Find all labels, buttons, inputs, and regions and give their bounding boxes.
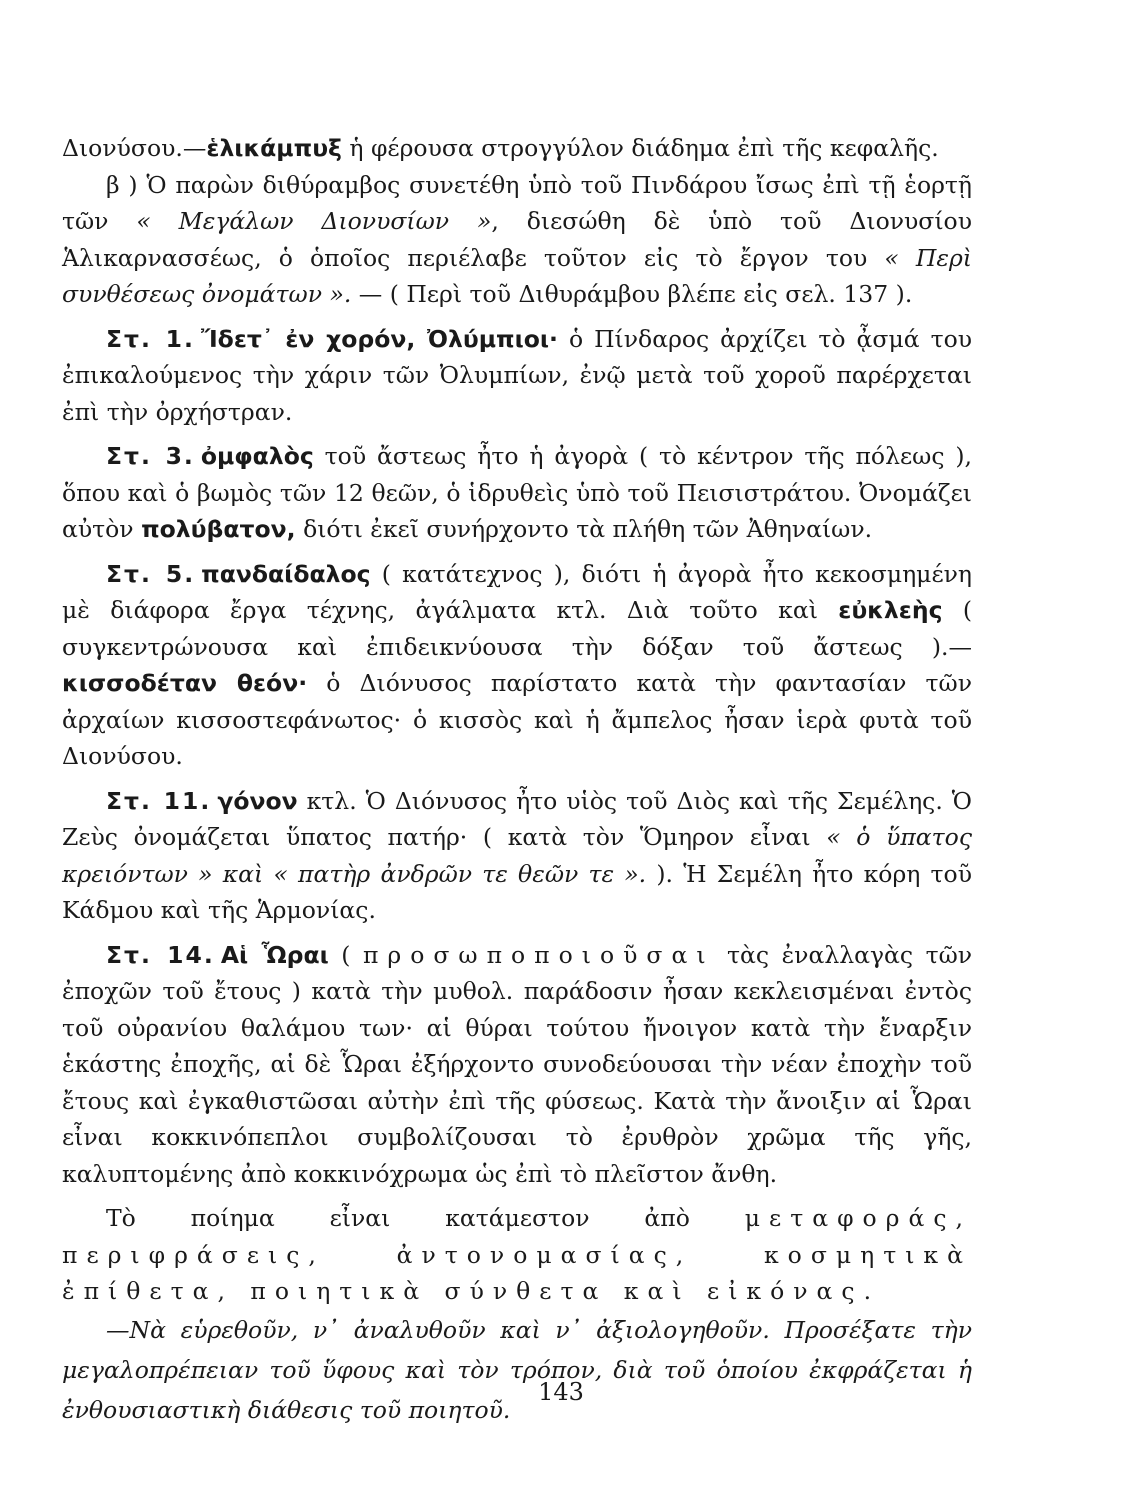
verse-ref: Στ. 3. <box>106 442 195 470</box>
paragraph-dithyramb-origin: β ) Ὁ παρὼν διθύραμβος συνετέθη ὑπὸ τοῦ Πινδάρου ἴσως ἐπὶ τῇ ἑορτῇ τῶν « Μεγάλων Διονυσίων », διεσώθη δὲ ὑπὸ τοῦ Διονυσίου Ἁλικαρνασσέως, ὁ ὁποῖος περιέλαβε τοῦτον εἰς τὸ ἔργον του « Περὶ συνθέσεως ὀνομάτων ». — ( Περὶ τοῦ Διθυράμβου βλέπε εἰς σελ. 137 ). <box>62 170 973 308</box>
note-verse-11: Στ. 11. γόνον κτλ. Ὁ Διόνυσος ἦτο υἱὸς τοῦ Διὸς καὶ τῆς Σεμέλης. Ὁ Ζεὺς ὀνομάζεται ὕπατος πατήρ· ( κατὰ τὸν Ὅμηρον εἶναι « ὁ ὕπατος κρειόντων » καὶ « πατὴρ ἀνδρῶν τε θεῶν τε ». ). Ἡ Σεμέλη ἦτο κόρη τοῦ Κάδμου καὶ τῆς Ἁρμονίας. <box>62 786 972 924</box>
term: ὀμφαλὸς <box>200 442 314 470</box>
commentary-text <box>62 130 972 1430</box>
note-verse-1: Στ. 1. Ἴδετ᾽ ἐν χορόν, Ὀλύμπιοι· ὁ Πίνδαρος ἀρχίζει τὸ ᾆσμά του ἐπικαλούμενος τὴν χάριν τῶν Ὀλυμπίων, ἐνῷ μετὰ τοῦ χοροῦ παρέρχεται ἐπὶ τὴν ὀρχήστραν. <box>62 324 973 426</box>
term: γόνον <box>217 786 298 815</box>
paragraph-dionysus-epithet: Διονύσου.—ἑλικάμπυξ ἡ φέρουσα στρογγύλον διάδημα ἐπὶ τῆς κεφαλῆς. <box>62 134 939 162</box>
term: Ἴδετ᾽ ἐν χορόν, Ὀλύμπιοι· <box>200 324 558 353</box>
verse-ref: Στ. 1. <box>106 324 195 353</box>
term: εὐκλεὴς <box>838 596 943 624</box>
term: πανδαίδαλος <box>201 559 371 588</box>
term: κισσοδέταν θεόν· <box>62 669 308 697</box>
note-verse-14: Στ. 14. Αἱ Ὧραι ( προσωποποιοῦσαι τὰς ἐναλλαγὰς τῶν ἐποχῶν τοῦ ἔτους ) κατὰ τὴν μυθολ. παράδοσιν ἦσαν κεκλεισμέναι ἐντὸς τοῦ οὐρανίου θαλάμου των· αἱ θύραι τούτου ἤνοιγον κατὰ τὴν ἔναρξιν ἑκάστης ἐποχῆς, αἱ δὲ Ὧραι ἐξήρχοντο συνοδεύουσαι τὴν νέαν ἐποχὴν τοῦ ἔτους καὶ ἐγκαθιστῶσαι αὐτὴν ἐπὶ τῆς φύσεως. Κατὰ τὴν ἄνοιξιν αἱ Ὧραι εἶναι κοκκινόπεπλοι συμβολίζουσαι τὸ ἐρυθρὸν χρῶμα τῆς γῆς, καλυπτομένης ἀπὸ κοκκινόχρωμα ὡς ἐπὶ τὸ πλεῖστον ἄνθη. <box>62 940 973 1188</box>
paragraph-figures-of-speech: Τὸ ποίημα εἶναι κατάμεστον ἀπὸ μεταφοράς, περιφράσεις, ἀντονομασίας, κοσμητικὰ ἐπίθετα, ποιητικὰ σύνθετα καὶ εἰκόνας. <box>62 1204 972 1305</box>
verse-ref: Στ. 5. <box>106 559 196 588</box>
verse-ref: Στ. 14. <box>106 940 215 969</box>
term-helikampyx: ἑλικάμπυξ <box>206 134 342 162</box>
note-verse-3: Στ. 3. ὀμφαλὸς τοῦ ἄστεως ἦτο ἡ ἀγορὰ ( τὸ κέντρον τῆς πόλεως ), ὅπου καὶ ὁ βωμὸς τῶν 12 θεῶν, ὁ ἱδρυθεὶς ὑπὸ τοῦ Πεισιστράτου. Ὀνομάζει αὐτὸν πολύβατον, διότι ἐκεῖ συνήρχοντο τὰ πλήθη τῶν Ἀθηναίων. <box>62 442 973 543</box>
verse-ref: Στ. 11. <box>106 786 212 815</box>
term: πολύβατον, <box>141 515 296 543</box>
note-verse-5: Στ. 5. πανδαίδαλος ( κατάτεχνος ), διότι ἡ ἀγορὰ ἦτο κεκοσμημένη μὲ διάφορα ἔργα τέχνης, ἀγάλματα κτλ. Διὰ τοῦτο καὶ εὐκλεὴς ( συγκεντρώνουσα καὶ ἐπιδεικνύουσα τὴν δόξαν τοῦ ἄστεως ).—κισσοδέταν θεόν· ὁ Διόνυσος παρίστατο κατὰ τὴν φαντασίαν τῶν ἀρχαίων κισσοστεφάνωτος· ὁ κισσὸς καὶ ἡ ἄμπελος ἦσαν ἱερὰ φυτὰ τοῦ Διονύσου. <box>62 559 972 770</box>
exercise-note: —Νὰ εὑρεθοῦν, ν᾽ ἀναλυθοῦν καὶ ν᾽ ἀξιολογηθοῦν. Προσέξατε τὴν μεγαλοπρέπειαν τοῦ ὕφους καὶ τὸν τρόπον, διὰ τοῦ ὁποίου ἐκφράζεται ἡ ἐνθουσιαστικὴ διάθεσις τοῦ ποιητοῦ. <box>62 1315 972 1424</box>
term: Αἱ Ὧραι <box>220 940 329 969</box>
page-number: 143 <box>538 1378 584 1406</box>
